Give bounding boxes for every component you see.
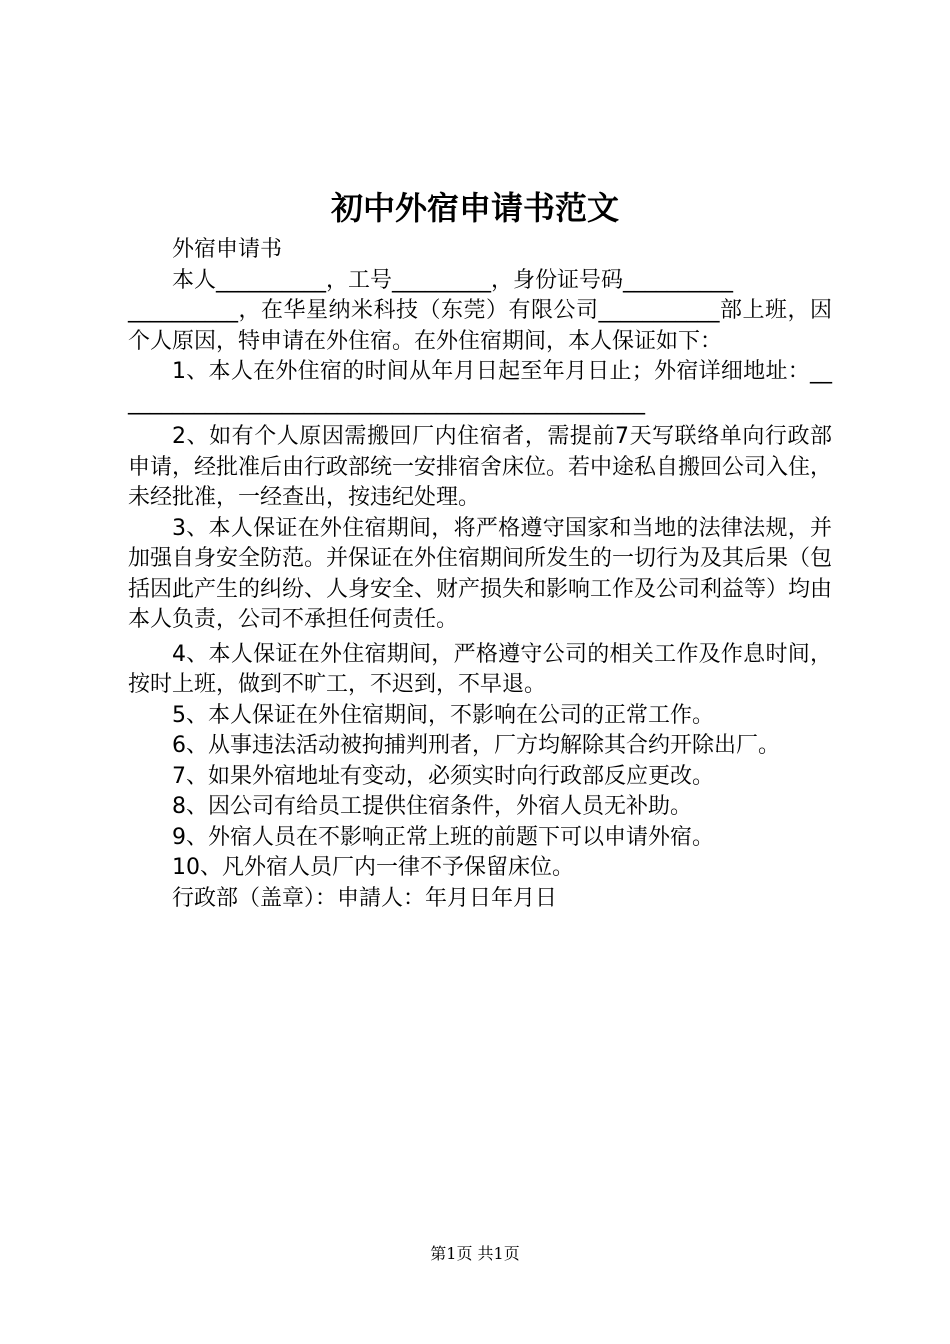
clause-10: 10、凡外宿人员厂内一律不予保留床位。 [172,855,574,880]
clause-4: 4、本人保证在外住宿期间，严格遵守公司的相关工作及作息时间，按时上班，做到不旷工，不迟到，不早退。 [128,641,832,697]
document-title: 初中外宿申请书范文 [330,189,619,227]
clause-1: 1、本人在外住宿的时间从年月日起至年月日止；外宿详细地址：_________________________________________________ [128,359,832,415]
document-body [128,235,832,914]
intro-line-1: 本人__________，工号_________，身份证号码__________ [172,267,734,293]
clause-9: 9、外宿人员在不影响正常上班的前题下可以申请外宿。 [172,824,714,850]
page-footer: 第1页 共1页 [430,1244,520,1263]
intro-line-2: __________，在华星纳米科技（东莞）有限公司___________部上班，因个人原因，特申请在外住宿。在外住宿期间，本人保证如下： [128,298,832,354]
clause-2: 2、如有个人原因需搬回厂内住宿者，需提前7天写联络单向行政部申请，经批准后由行政部统一安排宿舍床位。若中途私自搬回公司入住，未经批准，一经查出，按违纪处理。 [128,424,833,510]
clause-7: 7、如果外宿地址有变动，必须实时向行政部反应更改。 [172,763,714,789]
clause-8: 8、因公司有给员工提供住宿条件，外宿人员无补助。 [172,794,692,819]
clause-5: 5、本人保证在外住宿期间，不影响在公司的正常工作。 [172,702,714,728]
signature-line: 行政部（盖章）：申請人：年月日年月日 [172,885,558,911]
clause-6: 6、从事违法活动被拘捕判刑者，厂方均解除其合约开除出厂。 [172,733,780,758]
clause-3: 3、本人保证在外住宿期间，将严格遵守国家和当地的法律法规，并加强自身安全防范。并保证在外住宿期间所发生的一切行为及其后果（包括因此产生的纠纷、人身安全、财产损失和影响工作及公司利益等）均由本人负责，公司不承担任何责任。 [128,515,833,632]
document-heading: 外宿申请书 [172,237,283,262]
